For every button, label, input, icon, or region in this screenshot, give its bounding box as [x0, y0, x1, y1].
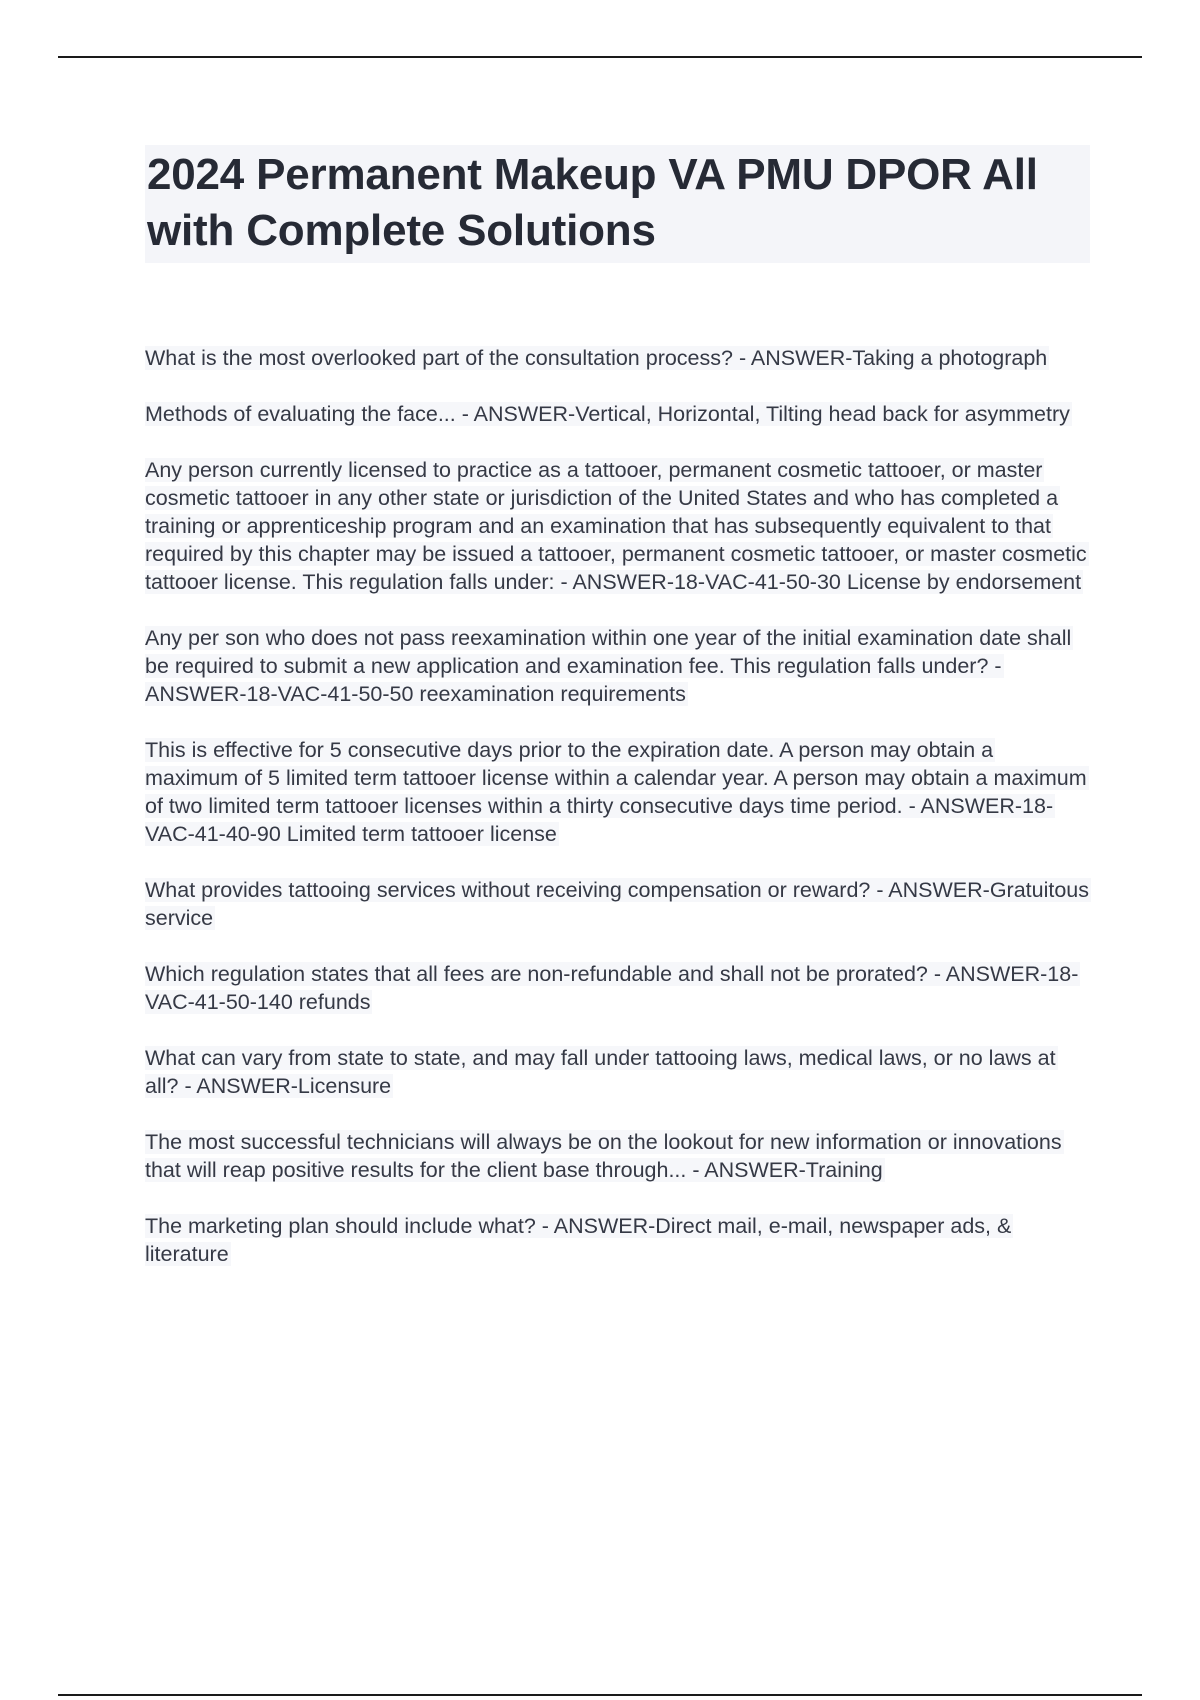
- qa-item: What is the most overlooked part of the consultation process? - ANSWER-Taking a photograph: [145, 346, 1048, 370]
- qa-item: Which regulation states that all fees are non-refundable and shall not be prorated? - ANSWER-18-VAC-41-50-140 refunds: [145, 962, 1079, 1014]
- qa-item: Any person currently licensed to practice as a tattooer, permanent cosmetic tattooer, or master cosmetic tattooer in any other state or jurisdiction of the United States and who has completed a training or apprenticeship program and an examination that has subsequently equivalent to that required by this chapter may be issued a tattooer, permanent cosmetic tattooer, or master cosmetic tattooer license. This regulation falls under: - ANSWER-18-VAC-41-50-30 License by endorsement: [145, 458, 1087, 594]
- qa-item: Any per son who does not pass reexamination within one year of the initial examination date shall be required to submit a new application and examination fee. This regulation falls under? - ANSWER-18-VAC-41-50-50 reexamination requirements: [145, 626, 1072, 706]
- qa-item: The most successful technicians will always be on the lookout for new information or innovations that will reap positive results for the client base through... - ANSWER-Training: [145, 1130, 1062, 1182]
- document-title: 2024 Permanent Makeup VA PMU DPOR All with Complete Solutions: [145, 145, 1090, 263]
- footer-divider: [58, 1694, 1142, 1696]
- qa-item: The marketing plan should include what? - ANSWER-Direct mail, e-mail, newspaper ads, & literature: [145, 1214, 1012, 1266]
- qa-item: Methods of evaluating the face... - ANSWER-Vertical, Horizontal, Tilting head back for asymmetry: [145, 402, 1070, 426]
- qa-item: What provides tattooing services without receiving compensation or reward? - ANSWER-Gratuitous service: [145, 878, 1090, 930]
- document-body: [145, 145, 1090, 1296]
- qa-item: What can vary from state to state, and may fall under tattooing laws, medical laws, or no laws at all? - ANSWER-Licensure: [145, 1046, 1056, 1098]
- qa-list: [145, 344, 1090, 1268]
- header-divider: [58, 56, 1142, 58]
- qa-item: This is effective for 5 consecutive days prior to the expiration date. A person may obtain a maximum of 5 limited term tattooer license within a calendar year. A person may obtain a maximum of two limited term tattooer licenses within a thirty consecutive days time period. - ANSWER-18-VAC-41-40-90 Limited term tattooer license: [145, 738, 1087, 846]
